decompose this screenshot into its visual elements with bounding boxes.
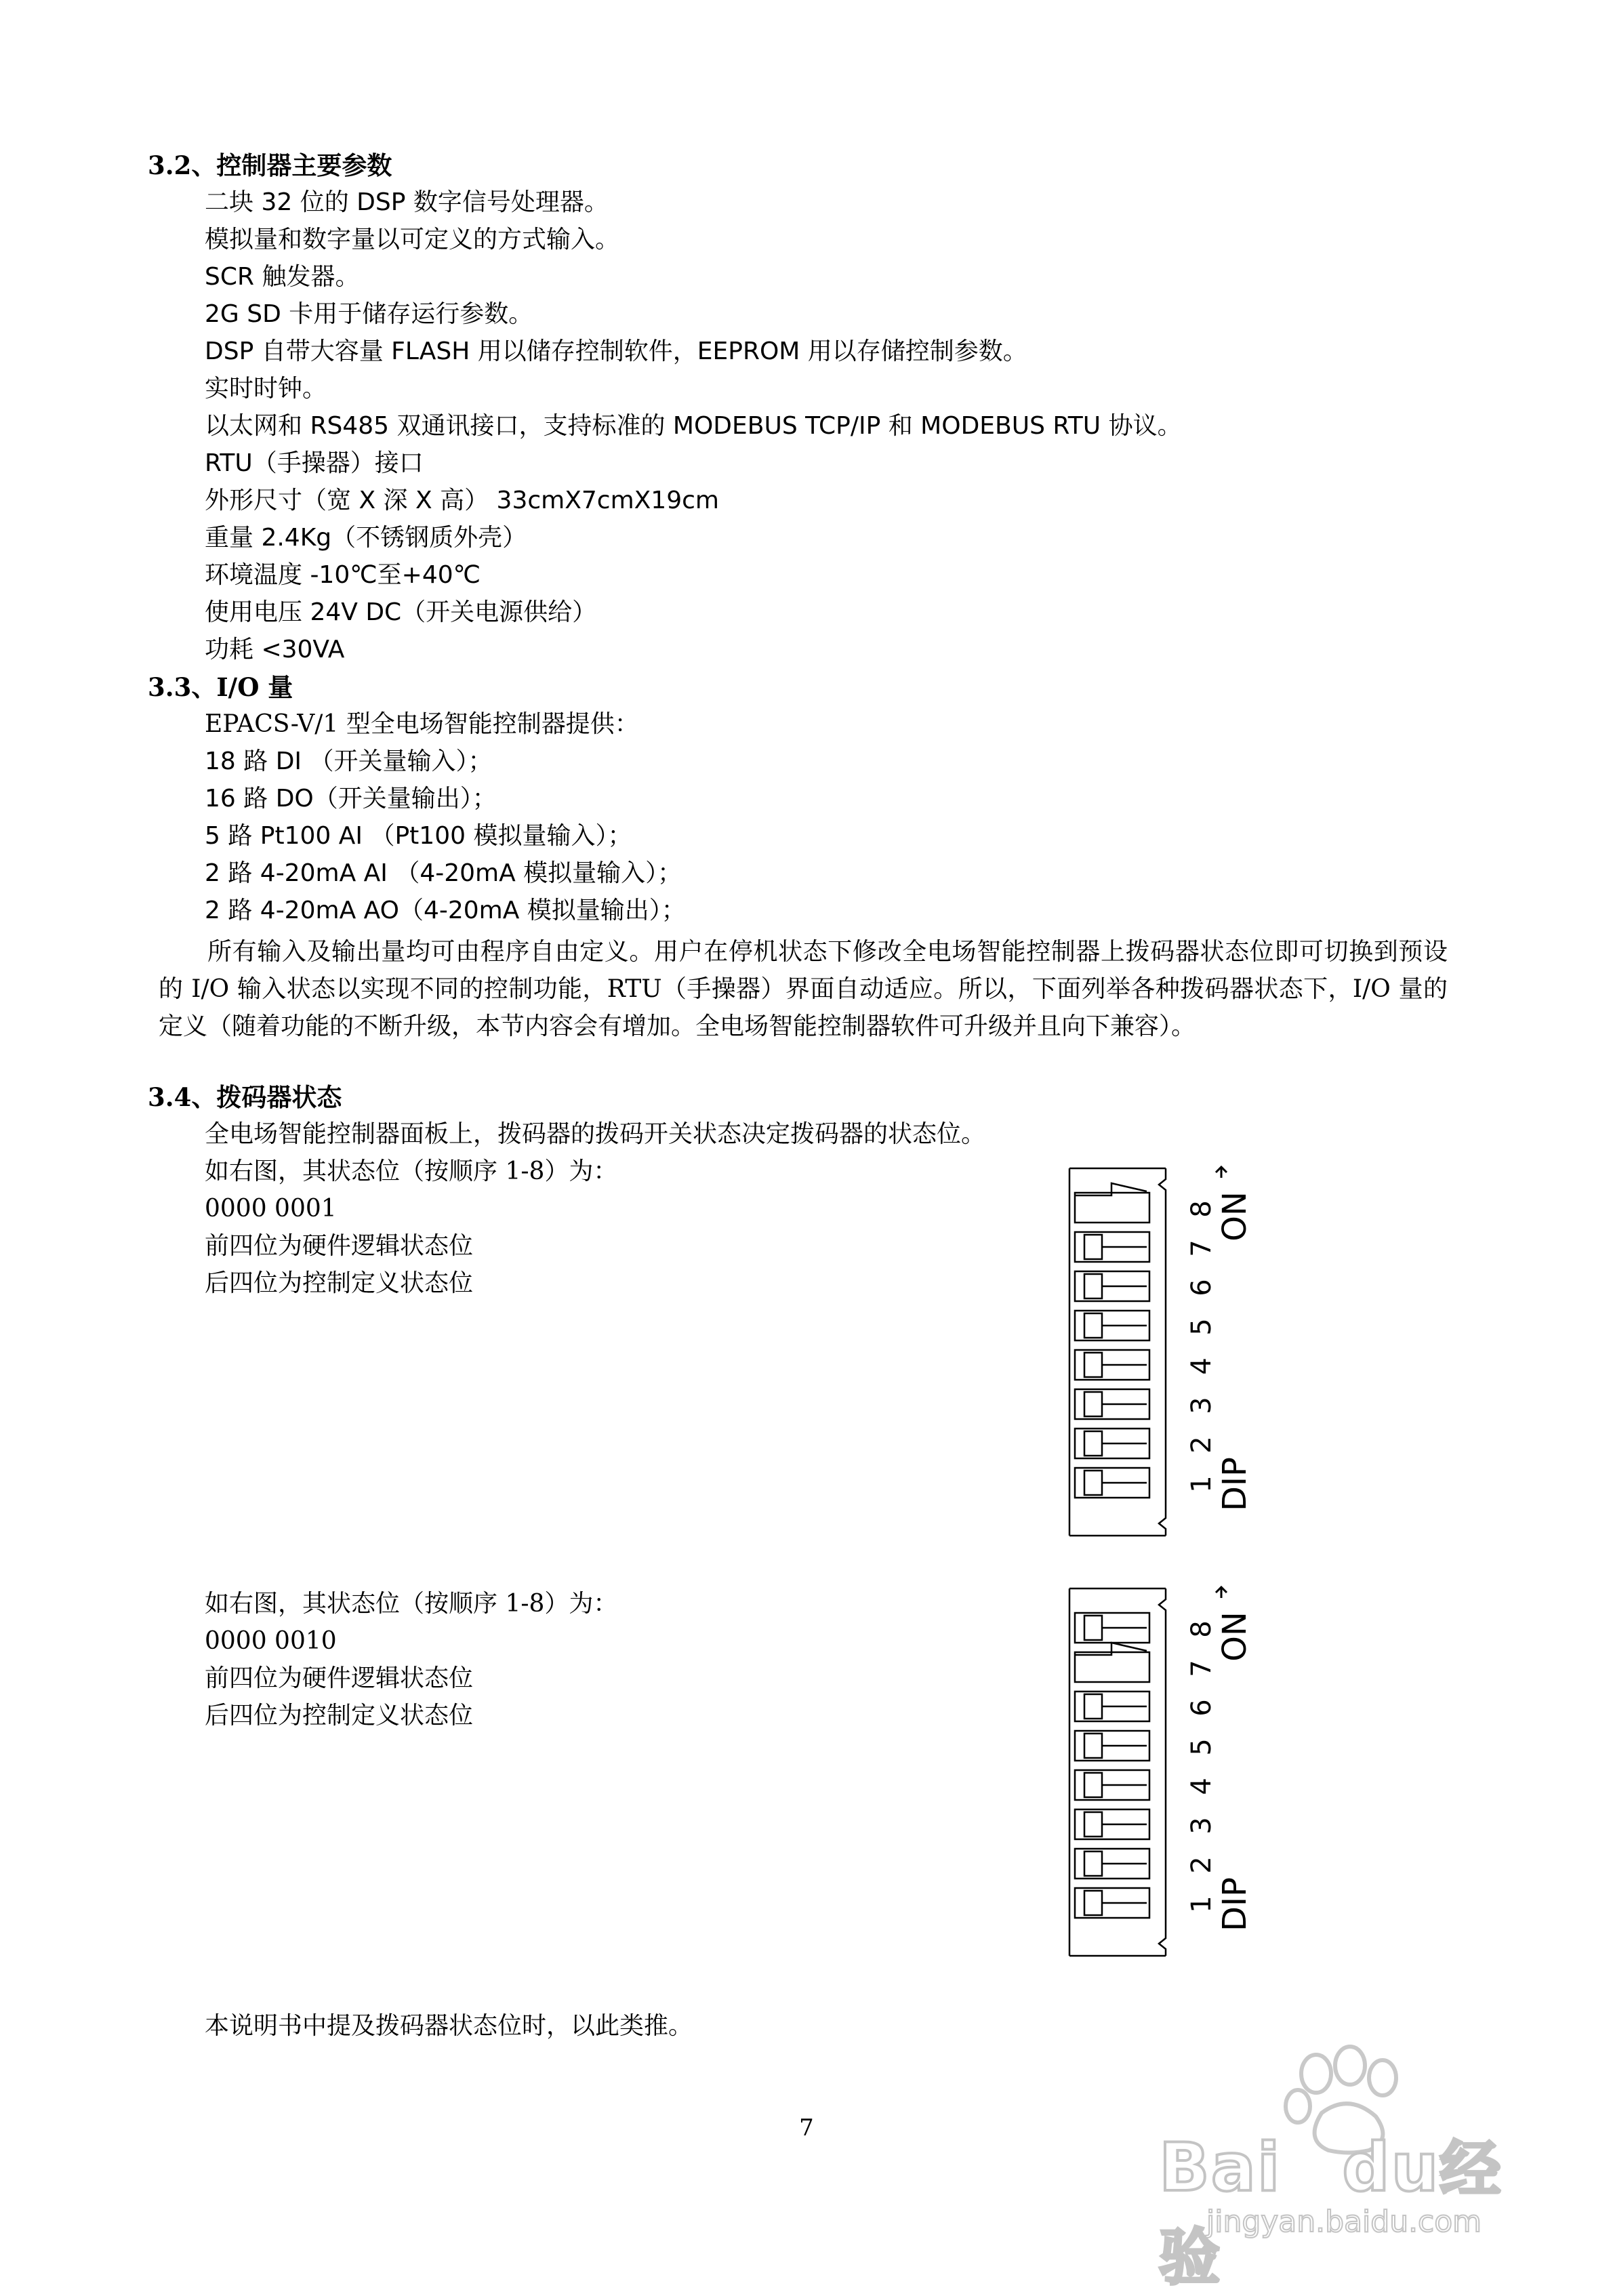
dip-slider-6 [1075, 1271, 1149, 1301]
dip-number-8: 8 [1186, 1200, 1217, 1218]
section-3-3-paragraph: 所有输入及输出量均可由程序自由定义。用户在停机状态下修改全电场智能控制器上拨码器状态位即可切换到预设的 I/O 输入状态以实现不同的控制功能，RTU（手操器）界面自动适应。所以，下面列举各种拨码器状态下，I/O 量的定义（随着功能的不断升级，本节内容会有增加。全电场智能控制器软件可升级并且向下兼容）。 [159, 938, 1448, 1040]
dip-number-1: 1 [1186, 1895, 1217, 1913]
dip-number-6: 6 [1186, 1699, 1217, 1717]
list-item: 二块 32 位的 DSP 数字信号处理器。 [205, 188, 609, 216]
dip-number-5: 5 [1186, 1738, 1217, 1756]
status-bits: 0000 0010 [205, 1627, 337, 1655]
dip-slider-5 [1075, 1311, 1149, 1340]
example-line: 后四位为控制定义状态位 [205, 1702, 474, 1729]
dip-number-7: 7 [1186, 1239, 1217, 1257]
example-line: 如右图，其状态位（按顺序 1-8）为： [205, 1590, 618, 1618]
housing-edge [1159, 1168, 1166, 1536]
list-item: 使用电压 24V DC（开关电源供给） [205, 598, 597, 626]
list-item: 5 路 Pt100 AI （Pt100 模拟量输入）； [205, 822, 632, 850]
on-label: ON [1216, 1612, 1254, 1662]
dip-number-7: 7 [1186, 1660, 1217, 1677]
section-3-2-heading: 3.2、控制器主要参数 [148, 150, 392, 180]
watermark-url: jingyan.baidu.com [1206, 2205, 1482, 2239]
example-line: 后四位为控制定义状态位 [205, 1269, 474, 1297]
list-item: SCR 触发器。 [205, 263, 360, 291]
list-item: 18 路 DI （开关量输入）； [205, 747, 493, 775]
list-item: 2 路 4-20mA AO（4-20mA 模拟量输出）； [205, 897, 686, 924]
list-item: 2 路 4-20mA AI （4-20mA 模拟量输入）； [205, 859, 682, 887]
example-line: 如右图，其状态位（按顺序 1-8）为： [205, 1157, 618, 1185]
dip-slider-8 [1075, 1183, 1149, 1223]
closing-note: 本说明书中提及拨码器状态位时，以此类推。 [205, 2012, 693, 2040]
dip-number-1: 1 [1186, 1475, 1217, 1493]
dip-slider-7 [1075, 1232, 1149, 1262]
list-item: DSP 自带大容量 FLASH 用以储存控制软件，EEPROM 用以存储控制参数。 [205, 337, 1027, 365]
watermark-brand-c: 经验 [1159, 2134, 1503, 2293]
example-line: 前四位为硬件逻辑状态位 [205, 1664, 474, 1692]
dip-slider-1 [1075, 1468, 1149, 1498]
dip-number-4: 4 [1186, 1357, 1217, 1375]
list-item: 重量 2.4Kg（不锈钢质外壳） [205, 524, 527, 552]
dip-slider-3 [1075, 1389, 1149, 1419]
dip-slider-2 [1075, 1429, 1149, 1458]
watermark-brand-b: du [1342, 2129, 1440, 2207]
section-3-3-heading: 3.3、I/O 量 [148, 672, 293, 702]
dip-number-3: 3 [1186, 1397, 1217, 1414]
on-arrow-icon [1216, 1167, 1227, 1178]
dip-slider-6 [1075, 1692, 1149, 1721]
list-item: 2G SD 卡用于储存运行参数。 [205, 300, 533, 328]
list-item: 功耗 <30VA [205, 636, 345, 663]
list-item: 环境温度 -10℃至+40℃ [205, 561, 481, 589]
dip-switch-figure-2 [1064, 1586, 1254, 1959]
dip-number-3: 3 [1186, 1817, 1217, 1834]
dip-number-2: 2 [1186, 1856, 1217, 1874]
list-item: RTU（手操器）接口 [205, 449, 424, 477]
dip-label: DIP [1216, 1877, 1254, 1932]
dip-number-2: 2 [1186, 1436, 1217, 1454]
example-line: 前四位为硬件逻辑状态位 [205, 1232, 474, 1260]
on-arrow-icon [1216, 1587, 1227, 1598]
status-bits: 0000 0001 [205, 1195, 337, 1223]
on-label: ON [1216, 1191, 1254, 1242]
dip-slider-2 [1075, 1849, 1149, 1879]
dip-switch-figure-1 [1064, 1166, 1254, 1538]
dip-label: DIP [1216, 1456, 1254, 1512]
housing-edge [1159, 1588, 1166, 1956]
dip-number-4: 4 [1186, 1778, 1217, 1795]
dip-slider-3 [1075, 1809, 1149, 1839]
baidu-watermark [1159, 2038, 1538, 2293]
dip-slider-5 [1075, 1731, 1149, 1761]
dip-number-5: 5 [1186, 1318, 1217, 1336]
list-item: 以太网和 RS485 双通讯接口，支持标准的 MODEBUS TCP/IP 和 MODEBUS RTU 协议。 [205, 412, 1182, 440]
dip-slider-1 [1075, 1888, 1149, 1918]
dip-slider-7 [1075, 1643, 1149, 1682]
section-3-4-heading: 3.4、拨码器状态 [148, 1082, 342, 1112]
list-item: 模拟量和数字量以可定义的方式输入。 [205, 226, 620, 253]
dip-slider-4 [1075, 1350, 1149, 1380]
watermark-brand-a: Bai [1159, 2129, 1282, 2207]
list-item: EPACS-V/1 型全电场智能控制器提供： [205, 710, 639, 738]
dip-number-6: 6 [1186, 1279, 1217, 1296]
list-item: 外形尺寸（宽 X 深 X 高） 33cmX7cmX19cm [205, 487, 719, 514]
list-item: 16 路 DO（开关量输出）； [205, 785, 497, 813]
dip-number-8: 8 [1186, 1620, 1217, 1638]
dip-slider-8 [1075, 1613, 1149, 1643]
section-3-4-intro: 全电场智能控制器面板上，拨码器的拨码开关状态决定拨码器的状态位。 [205, 1120, 986, 1148]
dip-slider-4 [1075, 1770, 1149, 1800]
list-item: 实时时钟。 [205, 375, 327, 403]
page-number: 7 [799, 2114, 814, 2141]
